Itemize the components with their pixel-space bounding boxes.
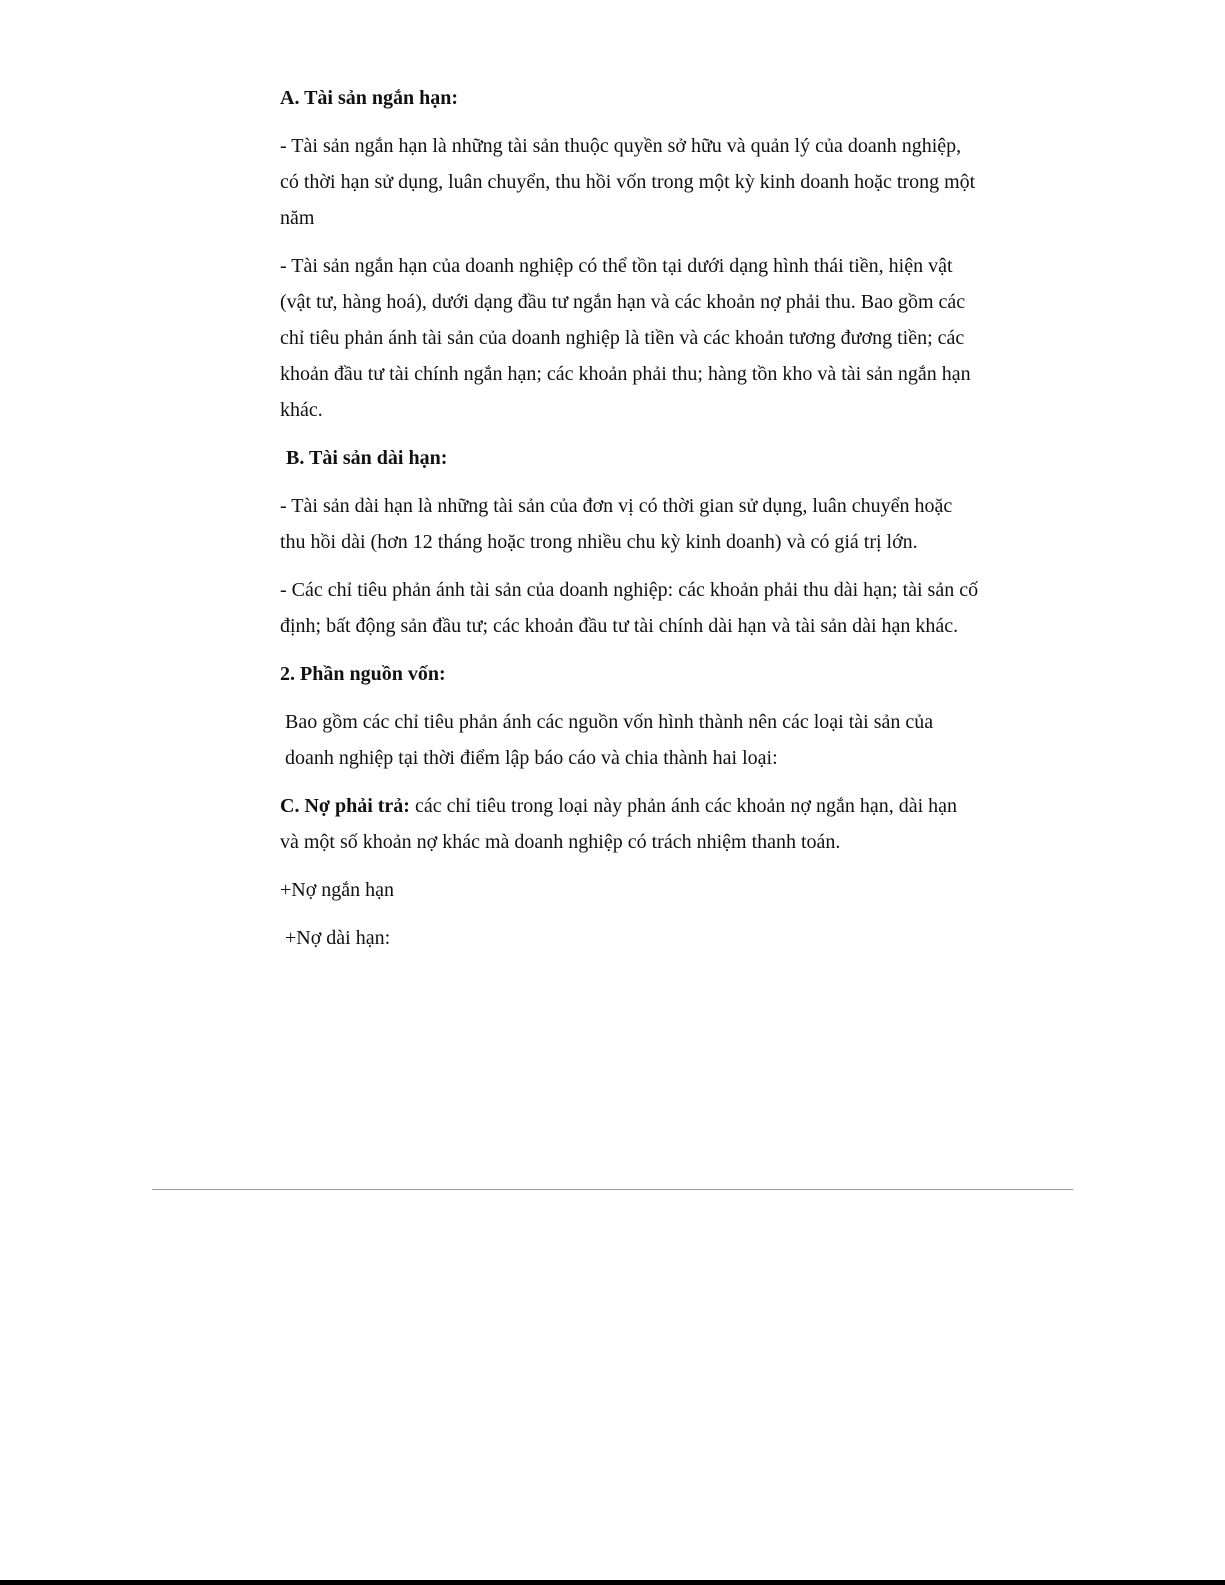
section-c-paragraph	[280, 788, 980, 860]
section-b-paragraph-1: - Tài sản dài hạn là những tài sản của đơn vị có thời gian sử dụng, luân chuyển hoặc thu hồi dài (hơn 12 tháng hoặc trong nhiều chu kỳ kinh doanh) và có giá trị lớn.	[280, 495, 953, 553]
page-divider-line	[152, 1189, 1073, 1190]
part-2-heading: 2. Phần nguồn vốn:	[280, 663, 446, 685]
document-body	[280, 80, 980, 968]
part-2-paragraph: Bao gồm các chỉ tiêu phản ánh các nguồn vốn hình thành nên các loại tài sản của doanh nghiệp tại thời điểm lập báo cáo và chia thành hai loại:	[285, 711, 934, 769]
long-term-debt-item: +Nợ dài hạn:	[285, 927, 391, 949]
section-b-heading: B. Tài sản dài hạn:	[286, 447, 448, 469]
section-a-paragraph-1: - Tài sản ngắn hạn là những tài sản thuộc quyền sở hữu và quản lý của doanh nghiệp, có thời hạn sử dụng, luân chuyển, thu hồi vốn trong một kỳ kinh doanh hoặc trong một năm	[280, 135, 976, 229]
page-bottom-edge	[0, 1580, 1225, 1585]
section-b-paragraph-2: - Các chỉ tiêu phản ánh tài sản của doanh nghiệp: các khoản phải thu dài hạn; tài sản cố định; bất động sản đầu tư; các khoản đầu tư tài chính dài hạn và tài sản dài hạn khác.	[280, 579, 979, 637]
section-a-heading: A. Tài sản ngắn hạn:	[280, 87, 459, 109]
section-c-lead: C. Nợ phải trả:	[280, 795, 410, 817]
short-term-debt-item: +Nợ ngắn hạn	[280, 879, 395, 901]
section-c-text: các chỉ tiêu trong loại này phản ánh các khoản nợ ngắn hạn, dài hạn và một số khoản nợ khác mà doanh nghiệp có trách nhiệm thanh toán.	[280, 795, 958, 853]
section-a-paragraph-2: - Tài sản ngắn hạn của doanh nghiệp có thể tồn tại dưới dạng hình thái tiền, hiện vật (vật tư, hàng hoá), dưới dạng đầu tư ngắn hạn và các khoản nợ phải thu. Bao gồm các chỉ tiêu phản ánh tài sản của doanh nghiệp là tiền và các khoản tương đương tiền; các khoản đầu tư tài chính ngắn hạn; các khoản phải thu; hàng tồn kho và tài sản ngắn hạn khác.	[280, 255, 971, 421]
